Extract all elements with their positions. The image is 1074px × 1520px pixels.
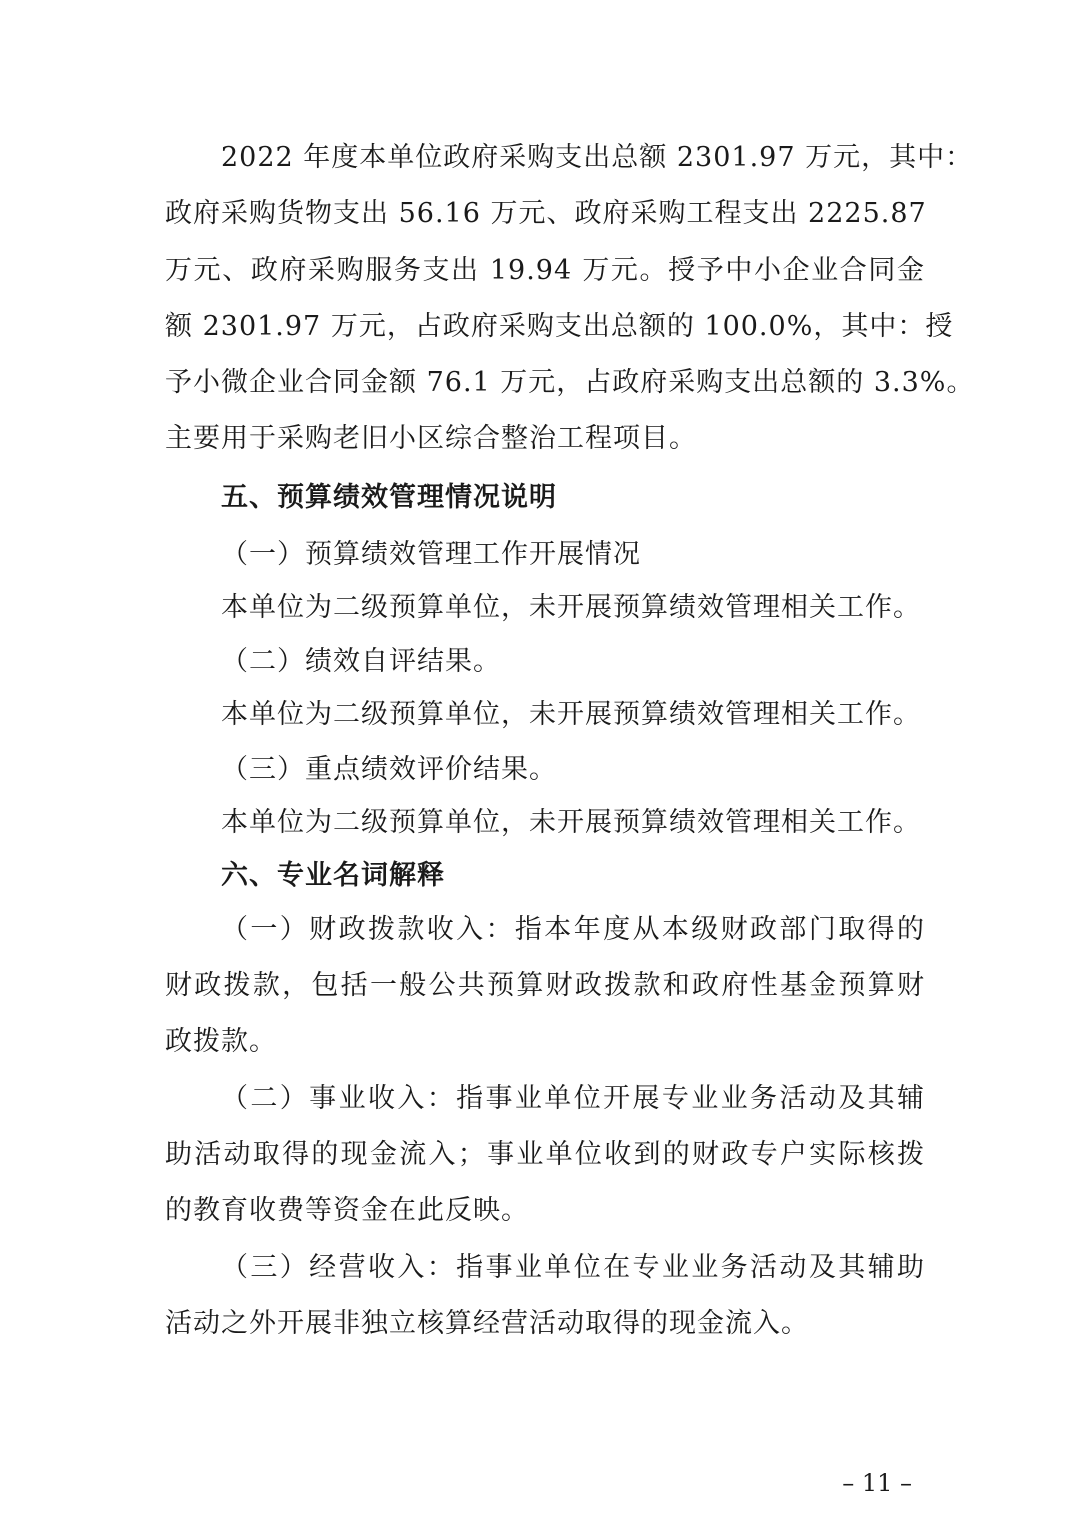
paragraph-procurement-line-4: 额 2301.97 万元，占政府采购支出总额的 100.0%，其中：授 [165, 311, 954, 342]
paragraph-key-evaluation: 本单位为二级预算单位，未开展预算绩效管理相关工作。 [221, 807, 921, 838]
paragraph-procurement-line-3: 万元、政府采购服务支出 19.94 万元。授予中小企业合同金 [165, 255, 925, 286]
paragraph-procurement-line-6: 主要用于采购老旧小区综合整治工程项目。 [165, 423, 697, 454]
paragraph-procurement-line-1: 2022 年度本单位政府采购支出总额 2301.97 万元，其中： [221, 142, 974, 173]
subheading-key-evaluation: （三）重点绩效评价结果。 [221, 754, 557, 785]
paragraph-fiscal-income-line-1: （一）财政拨款收入：指本年度从本级财政部门取得的 [221, 914, 925, 945]
paragraph-performance-work: 本单位为二级预算单位，未开展预算绩效管理相关工作。 [221, 592, 921, 623]
paragraph-business-income-line-3: 的教育收费等资金在此反映。 [165, 1195, 529, 1226]
subheading-self-evaluation: （二）绩效自评结果。 [221, 646, 501, 677]
section-heading-terms: 六、专业名词解释 [221, 860, 445, 891]
paragraph-procurement-line-2: 政府采购货物支出 56.16 万元、政府采购工程支出 2225.87 [165, 198, 927, 229]
subheading-performance-work: （一）预算绩效管理工作开展情况 [221, 539, 641, 570]
paragraph-fiscal-income-line-2: 财政拨款，包括一般公共预算财政拨款和政府性基金预算财 [165, 970, 925, 1001]
paragraph-operating-income-line-1: （三）经营收入：指事业单位在专业业务活动及其辅助 [221, 1252, 925, 1283]
paragraph-fiscal-income-line-3: 政拨款。 [165, 1026, 277, 1057]
section-heading-performance: 五、预算绩效管理情况说明 [221, 482, 557, 513]
paragraph-operating-income-line-2: 活动之外开展非独立核算经营活动取得的现金流入。 [165, 1308, 809, 1339]
paragraph-procurement-line-5: 予小微企业合同金额 76.1 万元，占政府采购支出总额的 3.3%。 [165, 367, 975, 398]
paragraph-business-income-line-2: 助活动取得的现金流入；事业单位收到的财政专户实际核拨 [165, 1139, 925, 1170]
paragraph-business-income-line-1: （二）事业收入：指事业单位开展专业业务活动及其辅 [221, 1083, 925, 1114]
paragraph-self-evaluation: 本单位为二级预算单位，未开展预算绩效管理相关工作。 [221, 699, 921, 730]
page-number: – 11 – [842, 1469, 912, 1497]
